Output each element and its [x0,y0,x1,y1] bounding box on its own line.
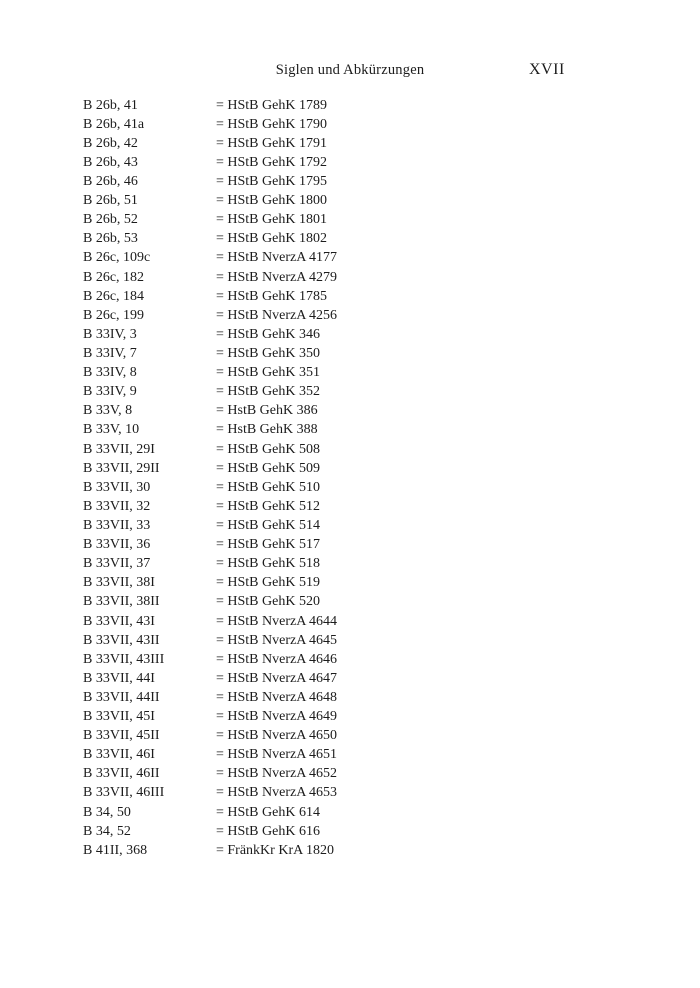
archive-reference: = HStB GehK 1802 [216,231,327,247]
sigle-label: B 33VII, 33 [83,517,151,533]
list-item [83,115,337,134]
list-item [83,325,337,344]
sigle-label: B 33VII, 46II [83,766,160,782]
sigle-label: B 33VII, 46I [83,747,155,763]
sigle-label: B 26b, 41 [83,97,138,113]
sigle-label: B 33VII, 36 [83,537,151,553]
archive-reference: = HStB GehK 346 [216,326,320,342]
list-item [83,765,337,784]
list-item [83,497,337,516]
list-item [83,364,337,383]
sigle-label: B 26b, 46 [83,173,138,189]
sigle-label: B 33VII, 38I [83,575,155,591]
sigle-label: B 33VII, 46III [83,785,165,801]
sigle-label: B 33VII, 43II [83,632,160,648]
archive-reference: = HStB NverzA 4279 [216,269,338,285]
sigle-label: B 33IV, 3 [83,326,137,342]
archive-reference: = HStB GehK 1792 [216,154,327,170]
list-item [83,459,337,478]
archive-reference: = FränkKr KrA 1820 [216,842,334,858]
archive-reference: = HStB GehK 510 [216,479,320,495]
archive-reference: = HStB GehK 352 [216,384,320,400]
page-number: XVII [529,61,565,78]
archive-reference: = HStB GehK 1801 [216,212,327,228]
list-item [83,230,337,249]
sigle-label: B 26b, 41a [83,116,145,132]
list-item [83,822,337,841]
archive-reference: = HStB GehK 1785 [216,288,327,304]
list-item [83,134,337,153]
list-item [83,784,337,803]
archive-reference: = HStB NverzA 4651 [216,747,338,763]
sigle-label: B 26b, 53 [83,231,138,247]
sigle-label: B 33IV, 8 [83,365,137,381]
archive-reference: = HStB GehK 1789 [216,97,327,113]
list-item [83,211,337,230]
archive-reference: = HStB GehK 1800 [216,193,327,209]
list-item [83,650,337,669]
sigle-label: B 33IV, 7 [83,345,137,361]
archive-reference: = HStB GehK 1795 [216,173,327,189]
sigle-label: B 33VII, 44II [83,689,160,705]
sigle-label: B 33VII, 32 [83,498,151,514]
list-item [83,574,337,593]
list-item [83,669,337,688]
list-item [83,478,337,497]
list-item [83,593,337,612]
sigle-label: B 26b, 43 [83,154,138,170]
archive-reference: = HStB GehK 350 [216,345,320,361]
sigle-label: B 26c, 109c [83,250,151,266]
archive-reference: = HStB NverzA 4646 [216,651,338,667]
sigle-label: B 33VII, 30 [83,479,151,495]
archive-reference: = HStB GehK 351 [216,365,320,381]
archive-reference: = HStB GehK 520 [216,594,320,610]
list-item [83,153,337,172]
archive-reference: = HStB NverzA 4177 [216,250,338,266]
sigle-label: B 26b, 52 [83,212,138,228]
list-item [83,287,337,306]
sigle-label: B 33VII, 38II [83,594,160,610]
sigle-label: B 33VII, 43I [83,613,155,629]
sigle-label: B 33V, 10 [83,422,140,438]
archive-reference: = HStB NverzA 4644 [216,613,338,629]
archive-reference: = HStB NverzA 4645 [216,632,338,648]
list-item [83,612,337,631]
archive-reference: = HStB GehK 509 [216,460,320,476]
sigle-label: B 26b, 42 [83,135,138,151]
sigle-label: B 26b, 51 [83,193,138,209]
list-item [83,402,337,421]
list-item [83,708,337,727]
list-item [83,96,337,115]
archive-reference: = HstB GehK 388 [216,422,318,438]
archive-reference: = HStB GehK 1791 [216,135,327,151]
archive-reference: = HStB NverzA 4648 [216,689,338,705]
archive-reference: = HStB NverzA 4647 [216,670,338,686]
sigle-label: B 33VII, 37 [83,556,151,572]
list-item [83,727,337,746]
sigle-label: B 33VII, 45II [83,728,160,744]
list-item [83,172,337,191]
archive-reference: = HstB GehK 386 [216,403,318,419]
archive-reference: = HStB GehK 518 [216,556,320,572]
list-item [83,192,337,211]
archive-reference: = HStB GehK 616 [216,823,320,839]
archive-reference: = HStB GehK 519 [216,575,320,591]
abbreviation-list [83,96,337,860]
archive-reference: = HStB NverzA 4653 [216,785,338,801]
list-item [83,536,337,555]
list-item [83,383,337,402]
archive-reference: = HStB GehK 1790 [216,116,327,132]
archive-reference: = HStB GehK 512 [216,498,320,514]
list-item [83,306,337,325]
archive-reference: = HStB NverzA 4649 [216,709,338,725]
sigle-label: B 33IV, 9 [83,384,137,400]
archive-reference: = HStB NverzA 4652 [216,766,338,782]
list-item [83,421,337,440]
running-header-title: Siglen und Abkürzungen [275,62,425,78]
sigle-label: B 33VII, 45I [83,709,155,725]
sigle-label: B 33V, 8 [83,403,133,419]
list-item [83,803,337,822]
list-item [83,555,337,574]
sigle-label: B 34, 50 [83,804,131,820]
archive-reference: = HStB NverzA 4650 [216,728,338,744]
sigle-label: B 33VII, 29I [83,441,155,457]
list-item [83,841,337,860]
archive-reference: = HStB NverzA 4256 [216,307,338,323]
sigle-label: B 33VII, 43III [83,651,165,667]
list-item [83,249,337,268]
sigle-label: B 26c, 182 [83,269,145,285]
list-item [83,516,337,535]
sigle-label: B 33VII, 44I [83,670,155,686]
archive-reference: = HStB GehK 508 [216,441,320,457]
list-item [83,440,337,459]
sigle-label: B 33VII, 29II [83,460,160,476]
list-item [83,631,337,650]
sigle-label: B 41II, 368 [83,842,148,858]
list-item [83,268,337,287]
list-item [83,344,337,363]
sigle-label: B 34, 52 [83,823,131,839]
sigle-label: B 26c, 184 [83,288,145,304]
list-item [83,746,337,765]
sigle-label: B 26c, 199 [83,307,145,323]
archive-reference: = HStB GehK 517 [216,537,320,553]
archive-reference: = HStB GehK 514 [216,517,320,533]
archive-reference: = HStB GehK 614 [216,804,320,820]
list-item [83,688,337,707]
